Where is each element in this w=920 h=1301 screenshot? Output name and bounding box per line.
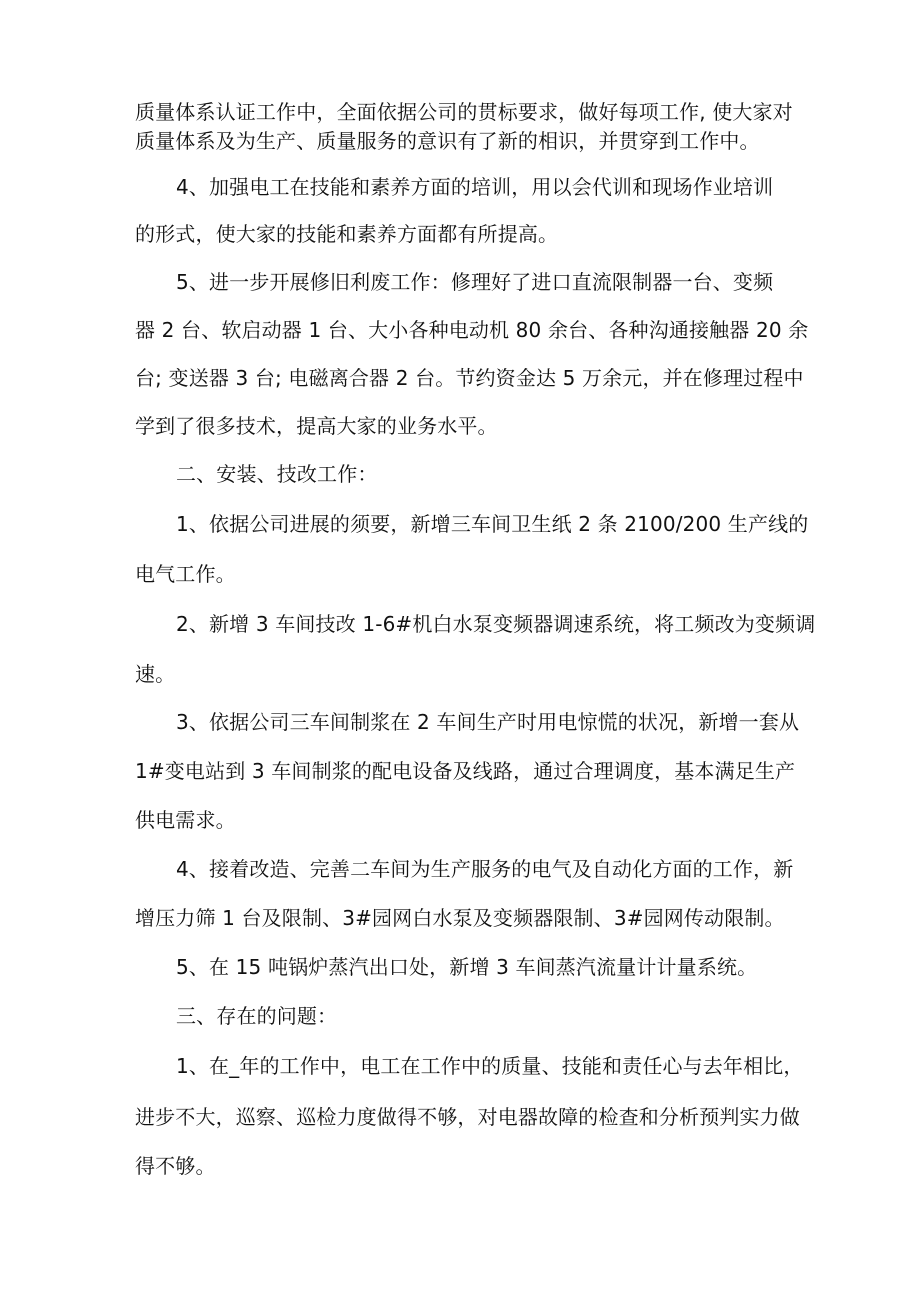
- section-heading: 三、存在的问题：: [176, 1004, 338, 1028]
- text-line: 速。: [135, 662, 176, 686]
- text-line: 5、在 15 吨锅炉蒸汽出口处，新增 3 车间蒸汽流量计计量系统。: [176, 955, 758, 979]
- text-line: 电气工作。: [135, 562, 236, 586]
- text-line: 得不够。: [135, 1154, 216, 1178]
- text-line: 台; 变送器 3 台; 电磁离合器 2 台。节约资金达 5 万余元，并在修理过程中: [135, 366, 804, 390]
- text-line: 2、新增 3 车间技改 1-6#机白水泵变频器调速系统，将工频改为变频调: [176, 612, 816, 636]
- text-line: 1、依据公司进展的须要，新增三车间卫生纸 2 条 2100/200 生产线的: [176, 512, 809, 536]
- section-heading: 二、安装、技改工作：: [176, 462, 378, 486]
- text-line: 供电需求。: [135, 808, 236, 832]
- text-line: 4、接着改造、完善二车间为生产服务的电气及自动化方面的工作，新: [176, 857, 794, 881]
- text-line: 器 2 台、软启动器 1 台、大小各种电动机 80 余台、各种沟通接触器 20 余: [135, 318, 809, 342]
- text-line: 1、在_年的工作中，电工在工作中的质量、技能和责任心与去年相比，: [176, 1054, 804, 1078]
- text-line: 3、依据公司三车间制浆在 2 车间生产时用电惊慌的状况，新增一套从: [176, 710, 800, 734]
- text-line: 质量体系及为生产、质量服务的意识有了新的相识，并贯穿到工作中。: [135, 129, 760, 153]
- text-line: 4、加强电工在技能和素养方面的培训，用以会代训和现场作业培训: [176, 175, 774, 199]
- text-line: 学到了很多技术，提高大家的业务水平。: [135, 414, 498, 438]
- text-line: 5、进一步开展修旧利废工作：修理好了进口直流限制器一台、变频: [176, 270, 774, 294]
- text-line: 质量体系认证工作中，全面依据公司的贯标要求，做好每项工作, 使大家对: [135, 100, 793, 124]
- text-line: 1#变电站到 3 车间制浆的配电设备及线路，通过合理调度，基本满足生产: [135, 759, 796, 783]
- text-line: 增压力筛 1 台及限制、3#园网白水泵及变频器限制、3#园网传动限制。: [135, 906, 785, 930]
- text-line: 进步不大，巡察、巡检力度做得不够，对电器故障的检查和分析预判实力做: [135, 1105, 800, 1129]
- text-line: 的形式，使大家的技能和素养方面都有所提高。: [135, 222, 559, 246]
